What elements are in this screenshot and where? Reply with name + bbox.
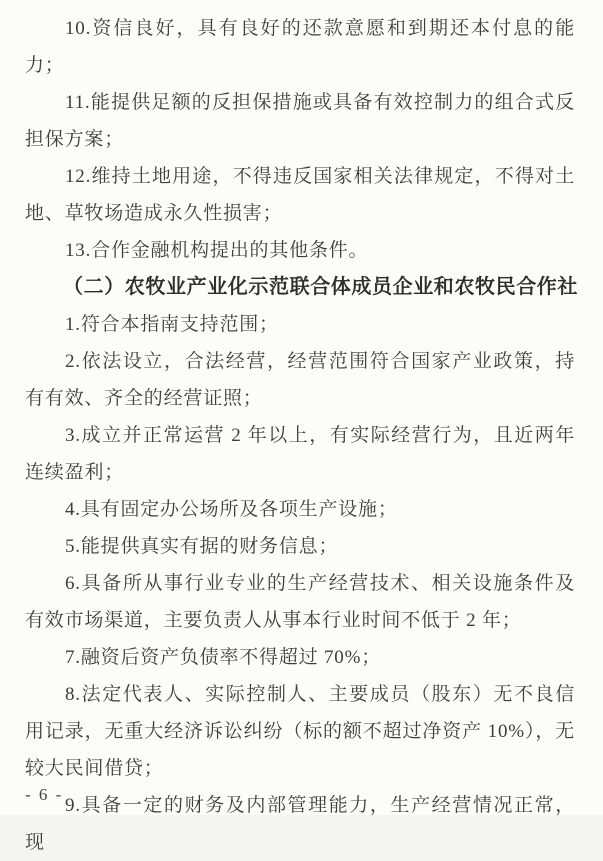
- list-item-6: 6.具备所从事行业专业的生产经营技术、相关设施条件及有效市场渠道，主要负责人从事本行业时间不低于 2 年；: [25, 573, 575, 631]
- list-item-5: 5.能提供真实有据的财务信息；: [65, 536, 339, 557]
- list-item-9: 9.具备一定的财务及内部管理能力，生产经营情况正常，现: [25, 795, 575, 853]
- list-item-2: 2.依法设立，合法经营，经营范围符合国家产业政策，持有有效、齐全的经营证照；: [25, 351, 575, 409]
- list-item-1: 1.符合本指南支持范围；: [65, 314, 279, 335]
- section-heading: （二）农牧业产业化示范联合体成员企业和农牧民合作社: [63, 276, 578, 298]
- list-item-12: 12.维持土地用途，不得违反国家相关法律规定，不得对土地、草牧场造成永久性损害；: [25, 166, 575, 224]
- list-item-3: 3.成立并正常运营 2 年以上，有实际经营行为，且近两年连续盈利；: [25, 425, 575, 483]
- list-item-13: 13.合作金融机构提出的其他条件。: [65, 240, 369, 261]
- list-item-10: 10.资信良好，具有良好的还款意愿和到期还本付息的能力；: [25, 18, 575, 76]
- list-item-7: 7.融资后资产负债率不得超过 70%；: [65, 647, 382, 668]
- list-item-4: 4.具有固定办公场所及各项生产设施；: [65, 499, 398, 520]
- list-item-11: 11.能提供足额的反担保措施或具备有效控制力的组合式反担保方案；: [25, 92, 575, 150]
- list-item-8: 8.法定代表人、实际控制人、主要成员（股东）无不良信用记录，无重大经济诉讼纠纷（标的额不超过净资产 10%），无较大民间借贷；: [25, 684, 575, 779]
- page-number: - 6 -: [25, 785, 64, 804]
